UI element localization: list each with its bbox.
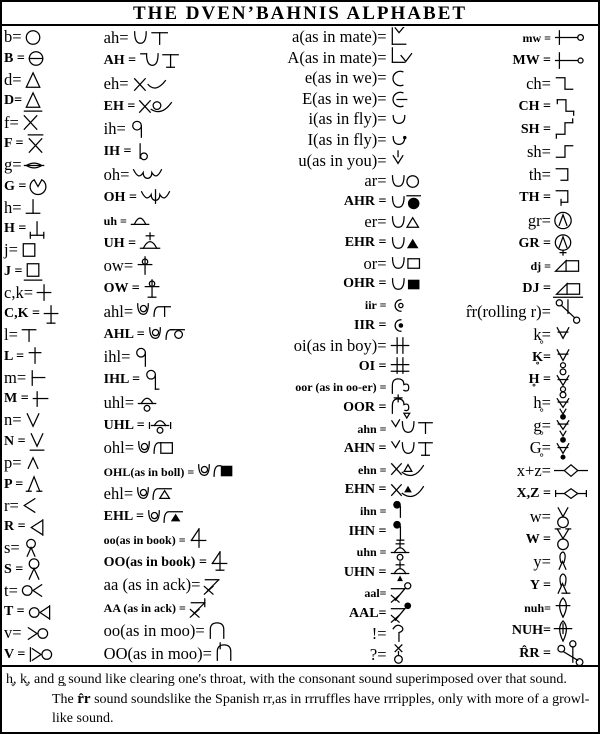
letter-mapping-row — [4, 474, 99, 495]
letter-label: D= — [4, 93, 23, 109]
glyph-icon — [147, 322, 189, 347]
letter-mapping-row — [104, 301, 262, 324]
letter-label: v= — [4, 623, 22, 643]
glyph-icon — [136, 391, 160, 416]
letter-mapping-row — [104, 392, 262, 415]
glyph-icon — [553, 505, 595, 530]
letter-mapping-row — [4, 219, 99, 240]
letter-mapping-row — [104, 27, 262, 50]
letter-label: IH = — [103, 144, 132, 160]
glyph-icon — [27, 642, 55, 665]
glyph-icon — [131, 72, 169, 97]
glyph-icon — [553, 391, 595, 416]
letter-label: g= — [4, 155, 22, 175]
letter-mapping-row — [104, 73, 262, 96]
glyph-icon — [207, 619, 229, 644]
letter-label: ?= — [369, 644, 387, 664]
glyph-icon — [202, 573, 224, 598]
glyph-icon — [553, 322, 595, 347]
letter-mapping-row — [441, 369, 595, 392]
letter-label: CH = — [518, 98, 551, 114]
letter-mapping-row — [104, 506, 262, 529]
letter-label: sh= — [527, 142, 551, 162]
letter-mapping-row — [104, 415, 262, 438]
glyph-icon — [196, 459, 236, 484]
glyph-icon — [553, 459, 595, 484]
glyph-icon — [553, 482, 595, 507]
letter-label: X,Z = — [516, 486, 551, 502]
letter-label: c,k= — [4, 282, 34, 302]
letter-label: oo(as in moo)= — [103, 620, 205, 640]
glyph-icon — [553, 72, 595, 97]
letter-mapping-row — [441, 232, 595, 255]
letter-mapping-row — [441, 483, 595, 506]
letter-label: r̂r(rolling r)= — [466, 301, 551, 321]
letter-mapping-row — [4, 176, 99, 197]
letter-mapping-row — [441, 597, 595, 620]
letter-mapping-row — [4, 261, 99, 282]
glyph-icon — [553, 117, 595, 142]
footnote-part1: h̥, k̥, and g̥ sound like clearing one's throat, with the consonant sound superimposed over that sound. The — [6, 672, 567, 707]
glyph-icon — [135, 254, 157, 279]
letter-label: h̥= — [533, 392, 551, 412]
letter-mapping-row — [441, 187, 595, 210]
letter-mapping-row — [104, 141, 262, 164]
letter-mapping-row — [4, 325, 99, 346]
letter-label: aa (as in ack)= — [103, 575, 201, 595]
glyph-icon — [188, 527, 210, 552]
letter-label: oor (as in oo-er) = — [295, 380, 387, 395]
glyph-icon — [553, 368, 595, 393]
letter-label: ehl= — [103, 484, 134, 504]
letter-mapping-row — [441, 529, 595, 552]
glyph-icon — [553, 27, 595, 51]
letter-label: ahn = — [357, 421, 387, 436]
letter-label: ihn = — [359, 503, 387, 518]
glyph-icon — [553, 596, 595, 621]
letter-label: AHL = — [103, 326, 145, 342]
letter-label: IIR = — [354, 317, 387, 333]
letter-label: EHL = — [103, 509, 144, 525]
letter-label: W = — [525, 531, 551, 547]
letter-label: EHR = — [344, 235, 387, 251]
letter-mapping-row — [4, 368, 99, 389]
letter-label: er= — [364, 212, 387, 232]
letter-label: l= — [4, 325, 18, 345]
glyph-icon — [553, 163, 595, 188]
letter-label: R̂R = — [519, 645, 551, 661]
glyph-icon — [553, 94, 595, 119]
glyph-icon — [131, 163, 165, 188]
letter-mapping-row — [104, 460, 262, 483]
glyph-icon — [137, 94, 175, 119]
letter-mapping-row — [104, 255, 262, 278]
glyph-icon — [135, 299, 175, 324]
glyph-icon — [553, 641, 595, 665]
letter-label: OHR = — [343, 276, 387, 292]
glyph-icon — [553, 436, 595, 461]
glyph-icon — [553, 527, 595, 552]
letter-label: iir = — [364, 298, 387, 313]
letter-label: H̥ = — [528, 372, 551, 388]
glyph-icon — [553, 185, 595, 210]
letter-mapping-row — [104, 346, 262, 369]
letter-label: ch= — [526, 73, 551, 93]
letter-mapping-row — [104, 620, 262, 643]
letter-label: != — [371, 624, 387, 644]
letter-mapping-row — [4, 623, 99, 644]
footnote-part2: sound soundslike the Spanish rr,as in rrruffles have rrripples, only with more of a growl-like sound. — [52, 691, 590, 726]
letter-label: ah= — [103, 28, 129, 48]
letter-label: x+z= — [516, 461, 551, 481]
glyph-icon — [188, 596, 210, 621]
letter-label: t= — [4, 580, 18, 600]
letter-label: OO(as in moo)= — [103, 643, 212, 663]
letter-label: EH = — [103, 98, 136, 114]
letter-mapping-row — [104, 187, 262, 210]
letter-label: J = — [4, 263, 23, 279]
letter-mapping-row — [441, 346, 595, 369]
letter-mapping-row — [4, 644, 99, 665]
letter-mapping-row — [4, 559, 99, 580]
letter-label: th= — [528, 164, 551, 184]
letter-label: p= — [4, 453, 22, 473]
glyph-icon — [147, 413, 175, 438]
letter-label: IHN = — [348, 523, 387, 539]
letter-mapping-row — [441, 164, 595, 187]
glyph-icon — [135, 482, 175, 507]
letter-mapping-row — [4, 580, 99, 601]
letter-mapping-row — [104, 369, 262, 392]
glyph-icon — [136, 436, 176, 461]
letter-label: E(as in we)= — [302, 88, 387, 108]
letter-label: P = — [4, 476, 24, 492]
letter-label: AHR = — [343, 194, 387, 210]
page-title: THE DVEN’BAHNIS ALPHABET — [2, 2, 598, 26]
letter-mapping-row — [441, 50, 595, 73]
glyph-icon — [389, 643, 441, 666]
letter-label: k̥= — [533, 324, 551, 344]
letter-label: ahl= — [103, 301, 134, 321]
letter-label: AAL= — [348, 605, 387, 621]
letter-label: e(as in we)= — [304, 68, 387, 88]
letter-mapping-row — [4, 538, 99, 559]
glyph-icon — [553, 345, 595, 370]
letter-label: OO(as in book) = — [103, 554, 207, 570]
letter-mapping-row — [104, 574, 262, 597]
letter-label: AH = — [103, 53, 137, 69]
letter-label: OOR = — [343, 399, 387, 415]
glyph-icon — [553, 140, 595, 165]
glyph-icon — [146, 505, 186, 530]
letter-label: d= — [4, 69, 22, 89]
letter-mapping-row — [4, 197, 99, 218]
glyph-icon — [209, 550, 231, 575]
letter-mapping-row — [4, 91, 99, 112]
letter-mapping-row — [4, 282, 99, 303]
letter-mapping-row — [4, 27, 99, 48]
letter-mapping-row — [104, 529, 262, 552]
letter-label: aal= — [364, 586, 387, 601]
glyph-icon — [138, 231, 164, 256]
letter-mapping-row — [4, 389, 99, 410]
letter-mapping-row — [4, 155, 99, 176]
letter-label: G = — [4, 178, 27, 194]
letter-mapping-row — [441, 643, 595, 666]
letter-label: UHL = — [103, 417, 145, 433]
letter-mapping-row — [104, 278, 262, 301]
glyph-icon — [553, 550, 595, 575]
rolling-r-inline: r̂r — [77, 690, 91, 707]
letter-mapping-row — [441, 460, 595, 483]
letter-label: V = — [4, 646, 26, 662]
letter-label: uhn = — [356, 545, 387, 560]
footnote — [2, 665, 598, 732]
letter-mapping-row — [4, 112, 99, 133]
letter-mapping-row — [104, 118, 262, 141]
letter-label: oi(as in boy)= — [293, 335, 387, 355]
letter-mapping-row — [441, 141, 595, 164]
letter-mapping-row — [104, 164, 262, 187]
letter-label: AA (as in ack) = — [103, 601, 186, 616]
letter-label: m= — [4, 367, 27, 387]
letter-label: L = — [4, 348, 25, 364]
letter-mapping-row — [104, 643, 262, 666]
letter-mapping-row — [441, 255, 595, 278]
letter-label: B = — [4, 50, 25, 66]
letter-mapping-row — [441, 323, 595, 346]
letter-mapping-row — [4, 453, 99, 474]
letter-label: oh= — [103, 164, 130, 184]
letter-mapping-row — [4, 133, 99, 154]
letter-mapping-row — [104, 209, 262, 232]
letter-label: NUH= — [511, 623, 551, 639]
letter-mapping-row — [441, 278, 595, 301]
letter-label: u(as in you)= — [298, 150, 387, 170]
alphabet-column — [262, 27, 440, 665]
glyph-icon — [131, 27, 171, 51]
letter-label: EHN = — [344, 482, 387, 498]
glyph-icon — [132, 345, 152, 370]
letter-mapping-row — [4, 602, 99, 623]
letter-label: ih= — [103, 119, 126, 139]
letter-mapping-row — [441, 209, 595, 232]
letter-label: SH = — [520, 121, 551, 137]
letter-mapping-row — [104, 551, 262, 574]
letter-label: ehn = — [358, 462, 387, 477]
glyph-icon — [553, 573, 595, 598]
letter-mapping-row — [4, 70, 99, 91]
letter-label: ohl= — [103, 438, 135, 458]
letter-label: mw = — [522, 31, 551, 46]
letter-label: OHL(as in boll) = — [103, 464, 195, 479]
letter-label: G̥= — [529, 438, 551, 458]
letter-label: TH = — [519, 189, 551, 205]
letter-mapping-row — [441, 27, 595, 50]
letter-mapping-row — [441, 620, 595, 643]
letter-mapping-row — [104, 323, 262, 346]
letter-label: f= — [4, 112, 19, 132]
letter-label: MW = — [512, 53, 551, 69]
letter-label: uh = — [103, 213, 127, 228]
letter-label: C,K = — [4, 306, 40, 322]
letter-label: j= — [4, 240, 18, 260]
letter-mapping-row — [441, 392, 595, 415]
letter-mapping-row — [4, 48, 99, 69]
letter-mapping-row — [4, 240, 99, 261]
glyph-icon — [138, 49, 182, 74]
glyph-icon — [142, 277, 164, 302]
letter-mapping-row — [104, 95, 262, 118]
alphabet-column — [2, 27, 99, 665]
alphabet-column — [441, 27, 598, 665]
letter-label: GR = — [518, 235, 551, 251]
glyph-icon — [553, 208, 595, 233]
letter-mapping-row — [4, 304, 99, 325]
glyph-icon — [553, 49, 595, 74]
letter-label: R = — [4, 519, 26, 535]
glyph-icon — [553, 231, 595, 256]
glyph-icon — [553, 413, 595, 438]
letter-mapping-row — [4, 431, 99, 452]
letter-mapping-row — [4, 410, 99, 431]
letter-label: s= — [4, 538, 20, 558]
glyph-icon — [553, 254, 595, 279]
letter-label: b= — [4, 27, 22, 47]
letter-label: gr= — [527, 210, 551, 230]
letter-mapping-row — [4, 516, 99, 537]
letter-label: F = — [4, 136, 24, 152]
letter-label: g̥= — [533, 415, 551, 435]
letter-mapping-row — [4, 495, 99, 516]
letter-label: M = — [4, 391, 29, 407]
letter-mapping-row — [104, 232, 262, 255]
letter-label: nuh= — [524, 601, 551, 616]
letter-label: K̥= — [532, 349, 551, 365]
letter-label: OH = — [103, 189, 137, 205]
letter-mapping-row — [441, 437, 595, 460]
letter-label: H = — [4, 221, 27, 237]
letter-label: Y = — [529, 577, 551, 593]
glyph-icon — [129, 208, 153, 233]
alphabet-column — [99, 27, 262, 665]
letter-mapping-row — [4, 346, 99, 367]
glyph-icon — [142, 368, 164, 393]
letter-label: AHN = — [343, 441, 387, 457]
glyph-icon — [128, 117, 148, 142]
letter-mapping-row — [104, 483, 262, 506]
letter-label: UH = — [103, 235, 137, 251]
letter-mapping-row — [441, 551, 595, 574]
letter-label: DJ = — [522, 281, 551, 297]
letter-mapping-row — [441, 73, 595, 96]
glyph-icon — [134, 140, 152, 165]
letter-label: oo(as in book) = — [103, 532, 186, 547]
letter-label: i(as in fly)= — [308, 109, 387, 129]
letter-label: I(as in fly)= — [307, 130, 387, 150]
letter-label: ow= — [103, 256, 134, 276]
letter-mapping-row — [262, 645, 440, 665]
letter-label: n= — [4, 410, 22, 430]
glyph-icon — [42, 302, 62, 327]
letter-label: h= — [4, 197, 22, 217]
letter-label: OW = — [103, 281, 140, 297]
glyph-icon — [553, 619, 595, 644]
letter-label: eh= — [103, 73, 129, 93]
letter-label: T = — [4, 604, 25, 620]
letter-label: ihl= — [103, 347, 131, 367]
footnote-text — [6, 671, 590, 728]
glyph-icon — [553, 277, 595, 302]
glyph-icon — [139, 185, 173, 210]
letter-label: dj = — [530, 259, 551, 274]
letter-mapping-row — [441, 506, 595, 529]
letter-label: UHN = — [343, 564, 387, 580]
letter-label: a(as in mate)= — [292, 27, 387, 47]
letter-label: S = — [4, 561, 24, 577]
letter-label: w= — [529, 506, 551, 526]
letter-label: OI = — [358, 358, 387, 374]
letter-label: ar= — [364, 171, 387, 191]
letter-label: or= — [363, 253, 387, 273]
letter-mapping-row — [441, 574, 595, 597]
letter-mapping-row — [104, 50, 262, 73]
letter-label: IHL = — [103, 372, 141, 388]
letter-mapping-row — [441, 415, 595, 438]
glyph-icon — [214, 641, 236, 665]
letter-label: A(as in mate)= — [287, 47, 387, 67]
letter-mapping-row — [441, 301, 595, 324]
chart-body — [2, 26, 598, 665]
letter-mapping-row — [104, 597, 262, 620]
letter-label: N = — [4, 433, 26, 449]
letter-mapping-row — [104, 437, 262, 460]
letter-label: uhl= — [103, 392, 135, 412]
letter-label: y= — [533, 552, 551, 572]
letter-mapping-row — [441, 118, 595, 141]
letter-label: r= — [4, 495, 19, 515]
glyph-icon — [553, 299, 595, 324]
letter-mapping-row — [441, 95, 595, 118]
